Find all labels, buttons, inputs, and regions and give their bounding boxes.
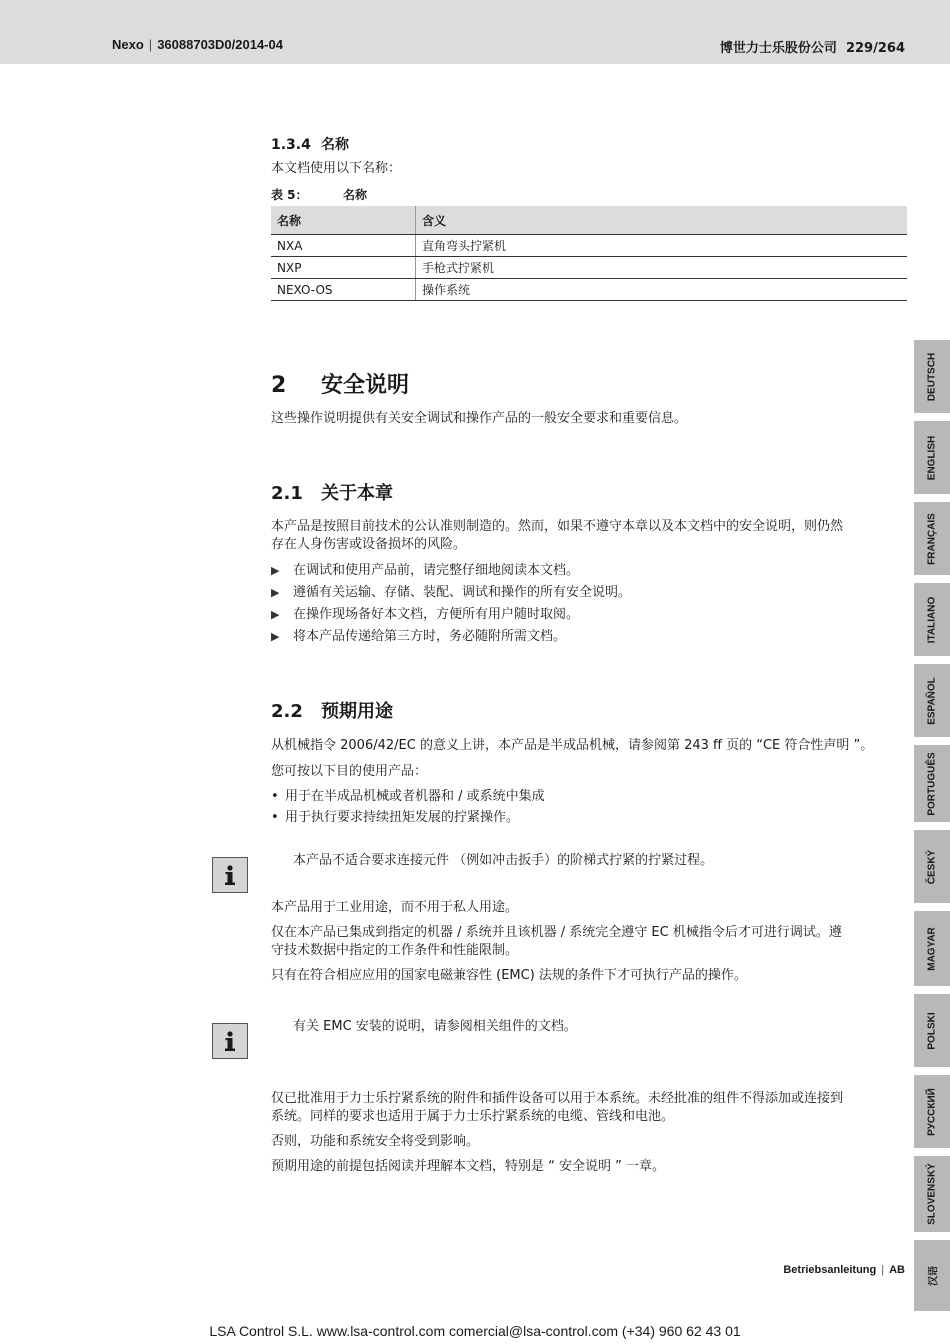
- table-caption-label: 表 5：: [271, 188, 308, 202]
- list-item-text: 将本产品传递给第三方时，务必随附所需文档。: [293, 629, 567, 644]
- section-2-2-para5: 只有在符合相应应用的国家电磁兼容性 (EMC) 法规的条件下才可执行产品的操作。: [271, 968, 747, 983]
- tab-magyar[interactable]: [914, 911, 950, 986]
- table-header-meaning: 含义: [416, 206, 908, 235]
- table-header-row: [271, 206, 907, 235]
- triangle-bullet-icon: ▶: [271, 564, 280, 577]
- tab-label: DEUTSCH: [926, 352, 938, 401]
- tab-label: SLOVENSKÝ: [926, 1163, 938, 1225]
- section-1-3-4-intro: 本文档使用以下名称：: [271, 161, 402, 176]
- section-2-2-para8: 预期用途的前提包括阅读并理解本文档，特别是 “ 安全说明 ” 一章。: [271, 1159, 665, 1174]
- section-2-2-para7: 否则，功能和系统安全将受到影响。: [271, 1134, 480, 1149]
- note-text: 有关 EMC 安装的说明，请参阅相关组件的文档。: [293, 1019, 577, 1034]
- section-2-2-para4: [271, 924, 907, 960]
- names-table: [271, 206, 907, 301]
- section-number: 2.1: [271, 483, 303, 504]
- section-2-2-para6: [271, 1090, 907, 1126]
- chapter-2-heading: [271, 368, 907, 399]
- footer-doc-type-label: Betriebsanleitung: [783, 1264, 877, 1276]
- list-item-text: 在调试和使用产品前，请完整仔细地阅读本文档。: [293, 563, 580, 578]
- tab-polski[interactable]: [914, 994, 950, 1067]
- tab-label: ENGLISH: [926, 435, 938, 480]
- triangle-bullet-icon: ▶: [271, 630, 280, 643]
- tab-label: РУССКИЙ: [926, 1087, 938, 1136]
- tab-cesky[interactable]: [914, 830, 950, 903]
- section-2-2-para2: 您可按以下目的使用产品：: [271, 764, 428, 779]
- paragraph-line: 守技术数据中指定的工作条件和性能限制。: [271, 943, 519, 958]
- header-separator: |: [148, 37, 153, 52]
- list-item-text: 用于执行要求持续扭矩发展的拧紧操作。: [285, 810, 520, 825]
- chapter-2-intro: 这些操作说明提供有关安全调试和操作产品的一般安全要求和重要信息。: [271, 411, 688, 426]
- list-item: [271, 628, 566, 646]
- tab-label: PORTUGUÊS: [926, 751, 938, 816]
- header-company: 博世力士乐股份公司: [719, 41, 837, 56]
- tab-deutsch[interactable]: [914, 340, 950, 413]
- tab-english[interactable]: [914, 421, 950, 494]
- tab-espanol[interactable]: [914, 664, 950, 737]
- header-product: Nexo: [112, 37, 144, 52]
- section-title: 预期用途: [321, 701, 393, 722]
- table-cell: NXP: [271, 257, 416, 279]
- header-doc-info: [112, 37, 283, 52]
- table-row: [271, 235, 907, 257]
- header-company-page: [720, 37, 905, 56]
- table-cell: 直角弯头拧紧机: [416, 235, 908, 257]
- chapter-title: 安全说明: [321, 373, 410, 398]
- section-2-2-para3: 本产品用于工业用途，而不用于私人用途。: [271, 900, 519, 915]
- table-row: [271, 279, 907, 301]
- table-cell: 手枪式拧紧机: [416, 257, 908, 279]
- footer-code: AB: [889, 1264, 905, 1276]
- tab-portugues[interactable]: [914, 745, 950, 822]
- footer-doc-type: [783, 1264, 905, 1276]
- tab-label: ITALIANO: [926, 596, 938, 643]
- footer-separator: |: [881, 1264, 885, 1276]
- section-title: 名称: [321, 137, 349, 153]
- list-item: [271, 584, 631, 602]
- section-number: 1.3.4: [271, 137, 311, 153]
- list-item: [271, 562, 579, 580]
- tab-russian[interactable]: [914, 1075, 950, 1148]
- section-2-1-paragraph: [271, 518, 907, 554]
- paragraph-line: 存在人身伤害或设备损坏的风险。: [271, 537, 467, 552]
- paragraph-line: 本产品是按照目前技术的公认准则制造的。然而，如果不遵守本章以及本文档中的安全说明，则仍然: [271, 519, 844, 534]
- table-caption-title: 名称: [343, 188, 368, 202]
- list-item-text: 在操作现场备好本文档，方便所有用户随时取阅。: [293, 607, 580, 622]
- header-doc-number: 36088703D0/2014-04: [157, 37, 283, 52]
- tab-slovensky[interactable]: [914, 1156, 950, 1232]
- tab-label: FRANÇAIS: [926, 512, 938, 565]
- paragraph-line: 仅在本产品已集成到指定的机器 / 系统并且该机器 / 系统完全遵守 EC 机械指令后才可进行调试。遵: [271, 925, 842, 940]
- table-cell: NXA: [271, 235, 416, 257]
- info-icon: [212, 1023, 248, 1059]
- tab-label: POLSKI: [926, 1011, 938, 1050]
- list-item: [271, 606, 579, 624]
- triangle-bullet-icon: ▶: [271, 586, 280, 599]
- chapter-number: 2: [271, 373, 287, 398]
- tab-label: MAGYAR: [926, 926, 938, 971]
- header-page-number: 229/264: [845, 41, 905, 56]
- list-item-text: 用于在半成品机械或者机器和 / 或系统中集成: [285, 789, 545, 804]
- section-1-3-4-heading: [271, 134, 907, 154]
- table-cell: NEXO-OS: [271, 279, 416, 301]
- list-item-text: 遵循有关运输、存储、装配、调试和操作的所有安全说明。: [293, 585, 632, 600]
- section-title: 关于本章: [321, 483, 393, 504]
- tab-francais[interactable]: [914, 502, 950, 575]
- section-2-2-para1: 从机械指令 2006/42/EC 的意义上讲，本产品是半成品机械，请参阅第 243 ff 页的 “CE 符合性声明 ”。: [271, 738, 874, 753]
- tab-italiano[interactable]: [914, 583, 950, 656]
- section-2-1-heading: [271, 479, 907, 505]
- tab-chinese[interactable]: [914, 1240, 950, 1311]
- table-row: [271, 257, 907, 279]
- section-2-2-heading: [271, 697, 907, 723]
- triangle-bullet-icon: ▶: [271, 608, 280, 621]
- tab-label: 汉语: [928, 1265, 940, 1286]
- footer-contact: LSA Control S.L. www.lsa-control.com comercial@lsa-control.com (+34) 960 62 43 01: [209, 1323, 741, 1339]
- list-item: [271, 788, 545, 806]
- table-cell: 操作系统: [416, 279, 908, 301]
- list-item: [271, 809, 519, 827]
- section-number: 2.2: [271, 701, 303, 722]
- table-header-name: 名称: [271, 206, 416, 235]
- tab-label: ČESKÝ: [926, 849, 938, 884]
- dot-bullet-icon: •: [271, 810, 279, 825]
- tab-label: ESPAÑOL: [926, 676, 938, 725]
- note-text: 本产品不适合要求连接元件 （例如冲击扳手）的阶梯式拧紧的拧紧过程。: [293, 853, 714, 868]
- table-caption: [271, 186, 907, 203]
- paragraph-line: 系统。同样的要求也适用于属于力士乐拧紧系统的电缆、管线和电池。: [271, 1109, 675, 1124]
- paragraph-line: 仅已批准用于力士乐拧紧系统的附件和插件设备可以用于本系统。未经批准的组件不得添加或连接到: [271, 1091, 844, 1106]
- dot-bullet-icon: •: [271, 789, 279, 804]
- info-icon: [212, 857, 248, 893]
